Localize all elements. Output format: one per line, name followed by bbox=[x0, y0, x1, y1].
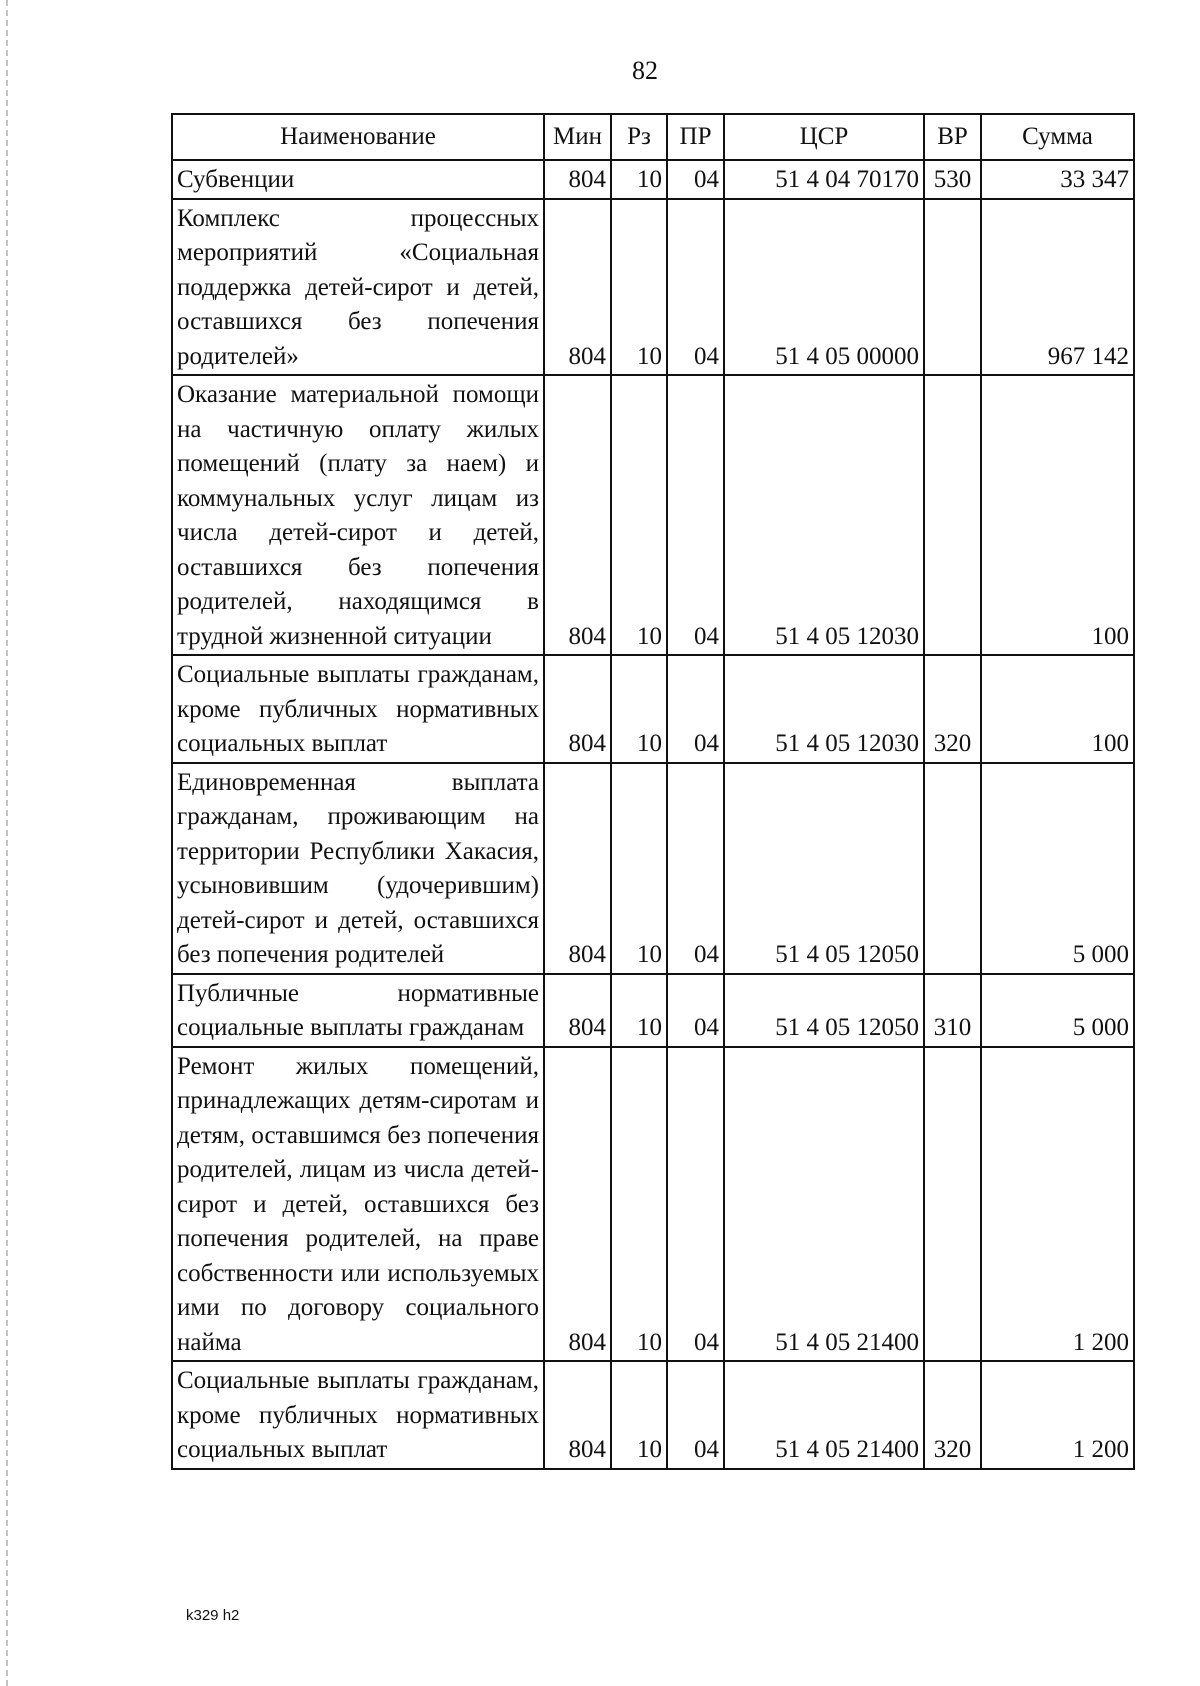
table-row bbox=[172, 763, 1134, 974]
row-rz: 10 bbox=[611, 1047, 667, 1362]
table-row bbox=[172, 375, 1134, 655]
scan-edge-mark bbox=[6, 0, 8, 1686]
table-row bbox=[172, 655, 1134, 763]
row-min: 804 bbox=[544, 1047, 611, 1362]
row-name: Ремонт жилых помещений, принадлежащих детям-сиротам и детям, оставшимся без попечения родителей, лицам из числа детей-сирот и детей, оставшихся без попечения родителей, на праве собственности или используемых ими по договору социального найма bbox=[172, 1047, 544, 1362]
row-sum: 5 000 bbox=[981, 974, 1134, 1047]
row-rz: 10 bbox=[611, 1361, 667, 1469]
row-csr: 51 4 05 12030 bbox=[724, 655, 924, 763]
row-min: 804 bbox=[544, 1361, 611, 1469]
row-rz: 10 bbox=[611, 160, 667, 199]
row-csr: 51 4 04 70170 bbox=[724, 160, 924, 199]
row-pr: 04 bbox=[667, 160, 724, 199]
row-min: 804 bbox=[544, 655, 611, 763]
row-vr: 320 bbox=[924, 1361, 981, 1469]
row-name: Комплекс процессных мероприятий «Социальная поддержка детей-сирот и детей, оставшихся без попечения родителей» bbox=[172, 199, 544, 376]
row-pr: 04 bbox=[667, 375, 724, 655]
row-vr bbox=[924, 763, 981, 974]
row-sum: 967 142 bbox=[981, 199, 1134, 376]
table-row bbox=[172, 199, 1134, 376]
row-name: Субвенции bbox=[172, 160, 544, 199]
row-rz: 10 bbox=[611, 974, 667, 1047]
row-sum: 100 bbox=[981, 375, 1134, 655]
table-row bbox=[172, 1047, 1134, 1362]
row-min: 804 bbox=[544, 375, 611, 655]
row-csr: 51 4 05 12030 bbox=[724, 375, 924, 655]
row-sum: 1 200 bbox=[981, 1361, 1134, 1469]
row-csr: 51 4 05 00000 bbox=[724, 199, 924, 376]
row-csr: 51 4 05 21400 bbox=[724, 1361, 924, 1469]
row-pr: 04 bbox=[667, 655, 724, 763]
row-min: 804 bbox=[544, 974, 611, 1047]
row-vr bbox=[924, 199, 981, 376]
row-csr: 51 4 05 12050 bbox=[724, 763, 924, 974]
row-pr: 04 bbox=[667, 1361, 724, 1469]
header-rz: Рз bbox=[611, 114, 667, 160]
row-csr: 51 4 05 12050 bbox=[724, 974, 924, 1047]
row-vr bbox=[924, 375, 981, 655]
row-min: 804 bbox=[544, 763, 611, 974]
budget-table bbox=[171, 113, 1135, 1470]
row-rz: 10 bbox=[611, 199, 667, 376]
footer-code: k329 h2 bbox=[186, 1607, 240, 1624]
table-row bbox=[172, 160, 1134, 199]
row-pr: 04 bbox=[667, 1047, 724, 1362]
header-name: Наименование bbox=[172, 114, 544, 160]
header-sum: Сумма bbox=[981, 114, 1134, 160]
row-pr: 04 bbox=[667, 763, 724, 974]
row-name: Социальные выплаты гражданам, кроме публичных нормативных социальных выплат bbox=[172, 655, 544, 763]
row-vr: 310 bbox=[924, 974, 981, 1047]
row-vr: 320 bbox=[924, 655, 981, 763]
row-sum: 5 000 bbox=[981, 763, 1134, 974]
table-row bbox=[172, 974, 1134, 1047]
header-csr: ЦСР bbox=[724, 114, 924, 160]
row-sum: 33 347 bbox=[981, 160, 1134, 199]
row-name: Единовременная выплата гражданам, проживающим на территории Республики Хакасия, усыновившим (удочерившим) детей-сирот и детей, оставшихся без попечения родителей bbox=[172, 763, 544, 974]
row-vr: 530 bbox=[924, 160, 981, 199]
row-min: 804 bbox=[544, 160, 611, 199]
table-row bbox=[172, 1361, 1134, 1469]
page-number: 82 bbox=[632, 56, 658, 85]
row-sum: 100 bbox=[981, 655, 1134, 763]
header-min: Мин bbox=[544, 114, 611, 160]
row-pr: 04 bbox=[667, 199, 724, 376]
row-name: Публичные нормативные социальные выплаты гражданам bbox=[172, 974, 544, 1047]
row-csr: 51 4 05 21400 bbox=[724, 1047, 924, 1362]
row-rz: 10 bbox=[611, 655, 667, 763]
header-pr: ПР bbox=[667, 114, 724, 160]
row-sum: 1 200 bbox=[981, 1047, 1134, 1362]
row-name: Социальные выплаты гражданам, кроме публичных нормативных социальных выплат bbox=[172, 1361, 544, 1469]
row-min: 804 bbox=[544, 199, 611, 376]
row-rz: 10 bbox=[611, 763, 667, 974]
row-rz: 10 bbox=[611, 375, 667, 655]
header-vr: ВР bbox=[924, 114, 981, 160]
row-pr: 04 bbox=[667, 974, 724, 1047]
row-name: Оказание материальной помощи на частичную оплату жилых помещений (плату за наем) и коммунальных услуг лицам из числа детей-сирот и детей, оставшихся без попечения родителей, находящимся в трудной жизненной ситуации bbox=[172, 375, 544, 655]
row-vr bbox=[924, 1047, 981, 1362]
table-header-row bbox=[172, 114, 1134, 160]
